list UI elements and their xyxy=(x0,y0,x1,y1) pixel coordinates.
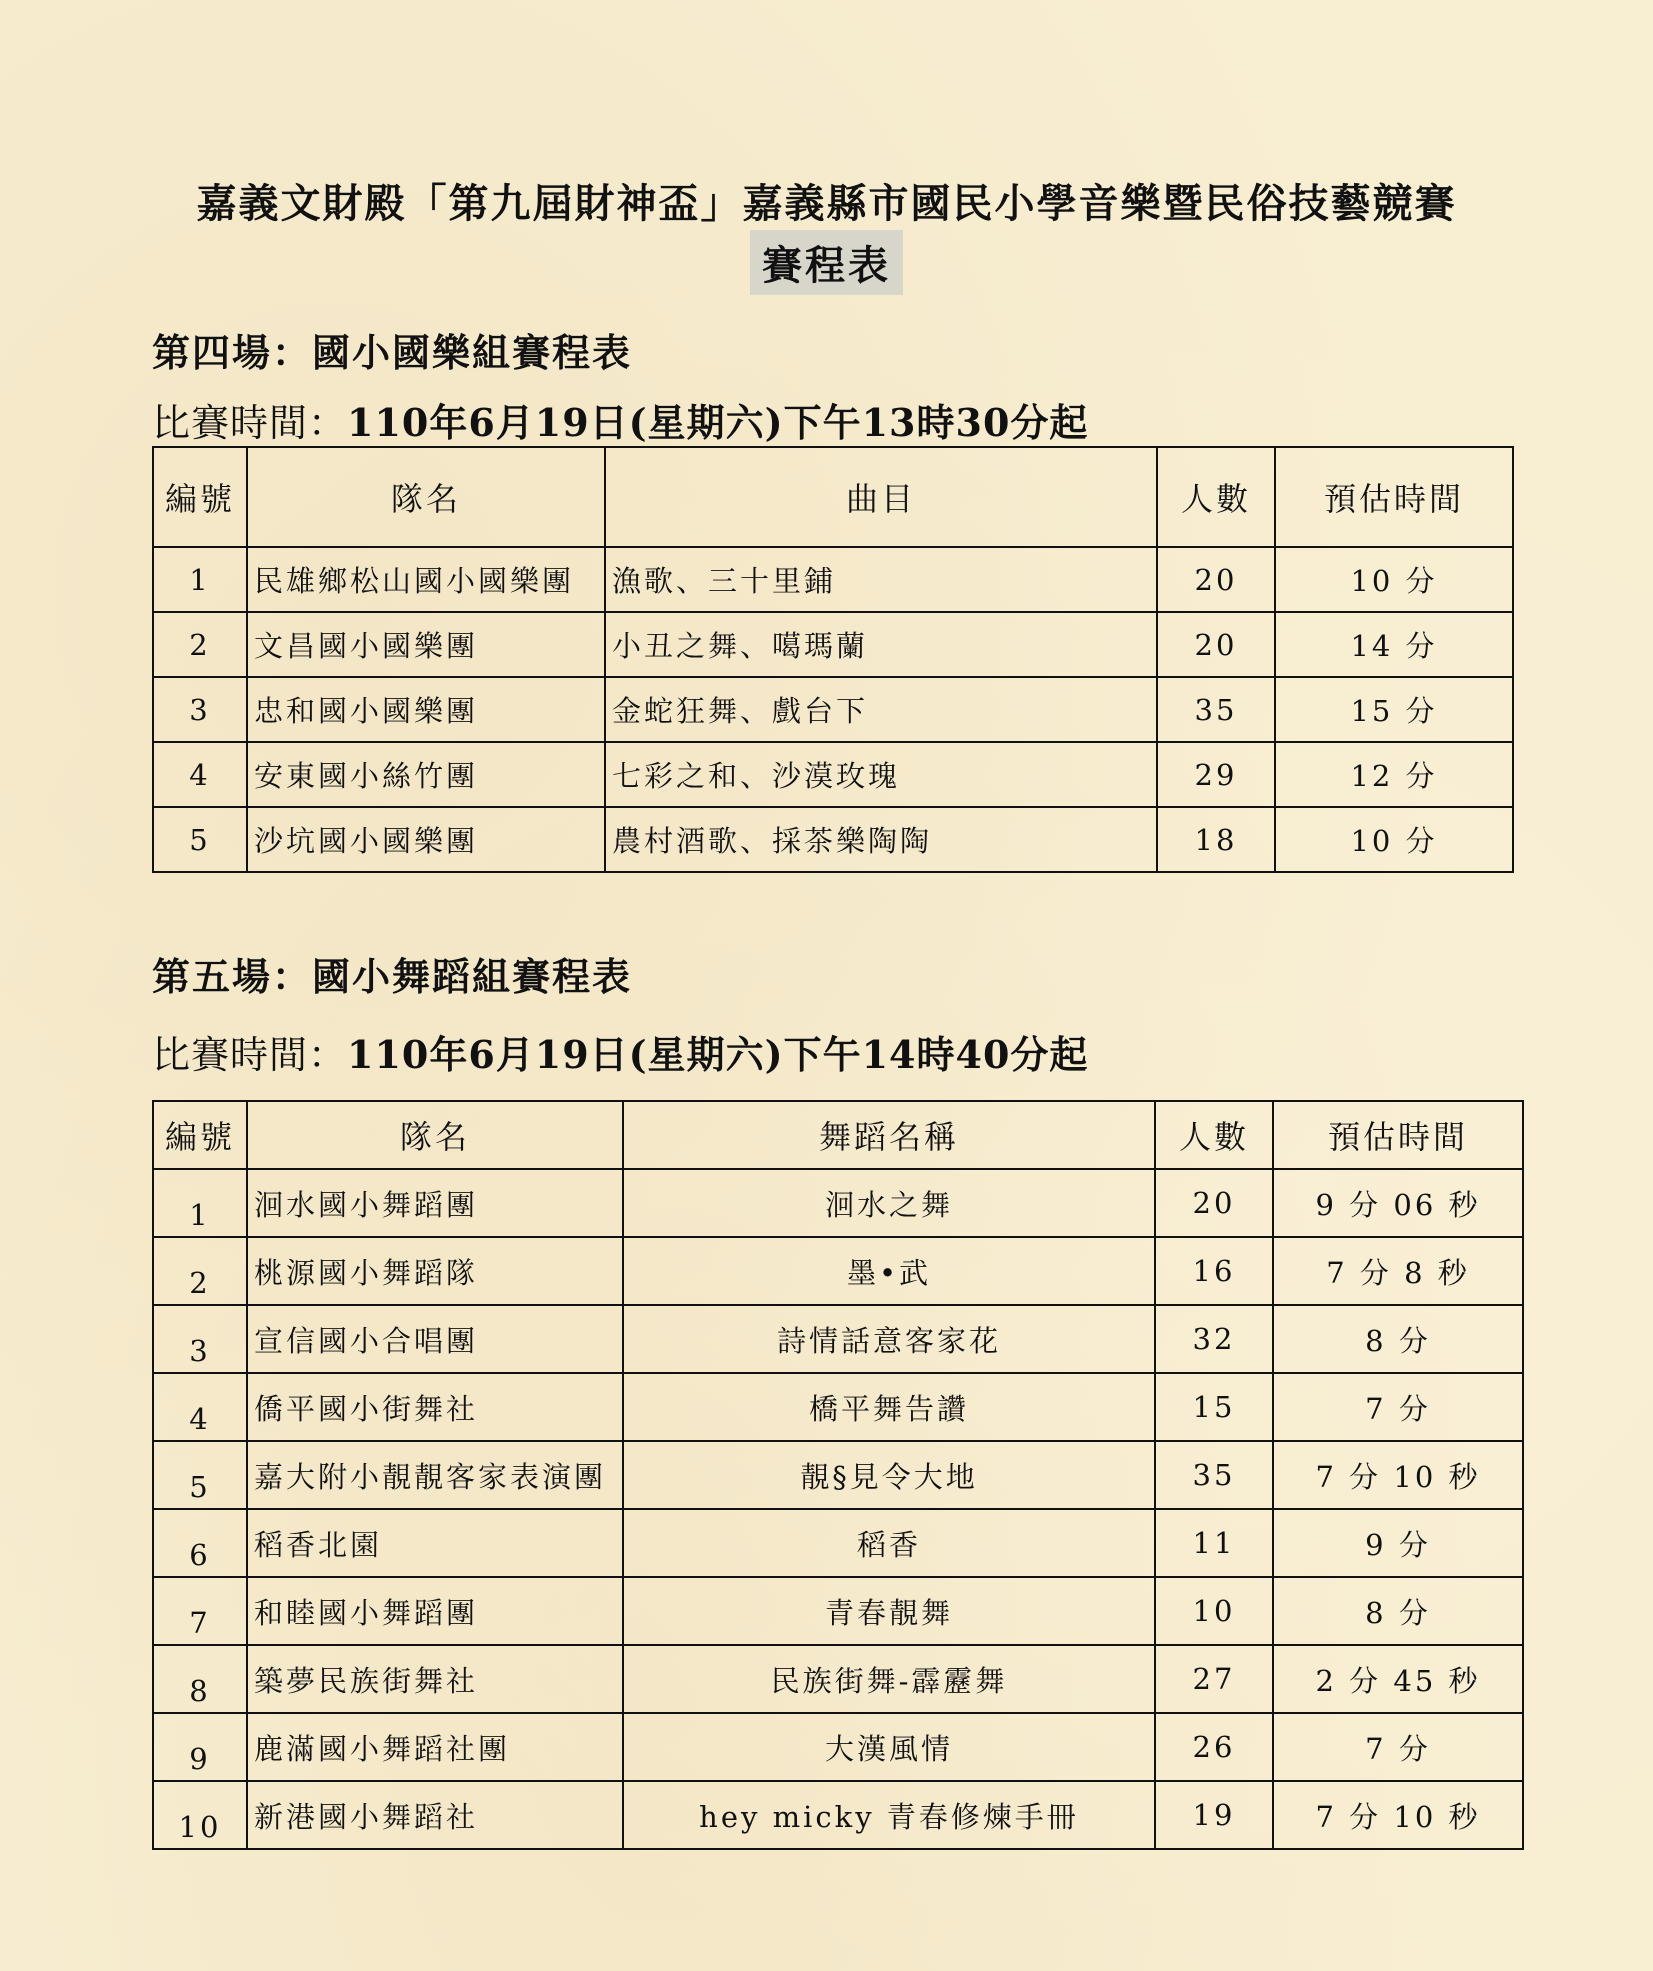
table-row xyxy=(153,742,1513,807)
header-cell: 編號 xyxy=(153,447,247,547)
table-row xyxy=(153,547,1513,612)
team-name-cell: 宣信國小合唱團 xyxy=(247,1305,623,1373)
team-name-cell: 沙坑國小國樂團 xyxy=(247,807,605,872)
member-count-cell: 20 xyxy=(1155,1169,1273,1237)
piece-name-cell: 金蛇狂舞、戲台下 xyxy=(605,677,1157,742)
row-number: 1 xyxy=(153,1169,247,1237)
estimated-time-cell: 8 分 xyxy=(1273,1577,1523,1645)
document-subtitle: 賽程表 xyxy=(750,230,903,295)
member-count-cell: 27 xyxy=(1155,1645,1273,1713)
table-row xyxy=(153,1169,1523,1237)
table-row xyxy=(153,1713,1523,1781)
team-name-cell: 鹿滿國小舞蹈社團 xyxy=(247,1713,623,1781)
member-count-cell: 15 xyxy=(1155,1373,1273,1441)
team-name-cell: 民雄鄉松山國小國樂團 xyxy=(247,547,605,612)
estimated-time-cell: 9 分 xyxy=(1273,1509,1523,1577)
table-row xyxy=(153,1237,1523,1305)
team-name-cell: 新港國小舞蹈社 xyxy=(247,1781,623,1849)
estimated-time-cell: 14 分 xyxy=(1275,612,1513,677)
member-count-cell: 35 xyxy=(1155,1441,1273,1509)
header-cell: 預估時間 xyxy=(1275,447,1513,547)
piece-name-cell: 青春靚舞 xyxy=(623,1577,1155,1645)
table-header-row xyxy=(153,1101,1523,1169)
estimated-time-cell: 7 分 xyxy=(1273,1373,1523,1441)
estimated-time-cell: 10 分 xyxy=(1275,547,1513,612)
member-count-cell: 20 xyxy=(1157,612,1275,677)
session4-time-label: 比賽時間： xyxy=(152,401,348,445)
session5-time-label: 比賽時間： xyxy=(152,1033,348,1077)
member-count-cell: 20 xyxy=(1157,547,1275,612)
session5-time xyxy=(152,1024,1088,1079)
piece-name-cell: 洄水之舞 xyxy=(623,1169,1155,1237)
row-number: 8 xyxy=(153,1645,247,1713)
piece-name-cell: 橋平舞告讚 xyxy=(623,1373,1155,1441)
team-name-cell: 忠和國小國樂團 xyxy=(247,677,605,742)
session4-time xyxy=(152,392,1088,447)
piece-name-cell: 詩情話意客家花 xyxy=(623,1305,1155,1373)
row-number: 3 xyxy=(153,1305,247,1373)
document-title: 嘉義文財殿「第九屆財神盃」嘉義縣市國民小學音樂暨民俗技藝競賽 xyxy=(196,180,1457,227)
header-cell: 人數 xyxy=(1157,447,1275,547)
piece-name-cell: 靚§見令大地 xyxy=(623,1441,1155,1509)
piece-name-cell: 大漢風情 xyxy=(623,1713,1155,1781)
piece-name-cell: 小丑之舞、噶瑪蘭 xyxy=(605,612,1157,677)
session5-table xyxy=(152,1100,1524,1850)
row-number: 6 xyxy=(153,1509,247,1577)
row-number: 7 xyxy=(153,1577,247,1645)
piece-name-cell: hey micky 青春修煉手冊 xyxy=(623,1781,1155,1849)
estimated-time-cell: 7 分 8 秒 xyxy=(1273,1237,1523,1305)
piece-name-cell: 七彩之和、沙漠玫瑰 xyxy=(605,742,1157,807)
member-count-cell: 11 xyxy=(1155,1509,1273,1577)
session5-heading: 第五場：國小舞蹈組賽程表 xyxy=(152,954,633,999)
piece-name-cell: 民族街舞-霹靂舞 xyxy=(623,1645,1155,1713)
row-number: 4 xyxy=(153,1373,247,1441)
estimated-time-cell: 7 分 10 秒 xyxy=(1273,1781,1523,1849)
table-row xyxy=(153,1781,1523,1849)
member-count-cell: 29 xyxy=(1157,742,1275,807)
header-cell: 預估時間 xyxy=(1273,1101,1523,1169)
session5-time-value: 110年6月19日(星期六)下午14時40分起 xyxy=(347,1032,1089,1077)
table-row xyxy=(153,1441,1523,1509)
header-cell: 隊名 xyxy=(247,447,605,547)
row-number: 4 xyxy=(153,742,247,807)
team-name-cell: 安東國小絲竹團 xyxy=(247,742,605,807)
member-count-cell: 35 xyxy=(1157,677,1275,742)
session4-table xyxy=(152,446,1514,873)
piece-name-cell: 墨•武 xyxy=(623,1237,1155,1305)
member-count-cell: 19 xyxy=(1155,1781,1273,1849)
header-cell: 隊名 xyxy=(247,1101,623,1169)
row-number: 1 xyxy=(153,547,247,612)
header-cell: 曲目 xyxy=(605,447,1157,547)
row-number: 5 xyxy=(153,1441,247,1509)
piece-name-cell: 農村酒歌、採茶樂陶陶 xyxy=(605,807,1157,872)
table-row xyxy=(153,1305,1523,1373)
estimated-time-cell: 7 分 xyxy=(1273,1713,1523,1781)
session4-time-value: 110年6月19日(星期六)下午13時30分起 xyxy=(347,400,1089,445)
estimated-time-cell: 10 分 xyxy=(1275,807,1513,872)
row-number: 10 xyxy=(153,1781,247,1849)
row-number: 2 xyxy=(153,612,247,677)
header-cell: 人數 xyxy=(1155,1101,1273,1169)
table-row xyxy=(153,1373,1523,1441)
team-name-cell: 稻香北園 xyxy=(247,1509,623,1577)
piece-name-cell: 漁歌、三十里鋪 xyxy=(605,547,1157,612)
team-name-cell: 洄水國小舞蹈團 xyxy=(247,1169,623,1237)
member-count-cell: 26 xyxy=(1155,1713,1273,1781)
team-name-cell: 嘉大附小靚靚客家表演團 xyxy=(247,1441,623,1509)
table-row xyxy=(153,1577,1523,1645)
row-number: 5 xyxy=(153,807,247,872)
row-number: 3 xyxy=(153,677,247,742)
member-count-cell: 18 xyxy=(1157,807,1275,872)
table-row xyxy=(153,677,1513,742)
session4-heading: 第四場：國小國樂組賽程表 xyxy=(152,330,633,375)
piece-name-cell: 稻香 xyxy=(623,1509,1155,1577)
team-name-cell: 築夢民族街舞社 xyxy=(247,1645,623,1713)
team-name-cell: 和睦國小舞蹈團 xyxy=(247,1577,623,1645)
estimated-time-cell: 7 分 10 秒 xyxy=(1273,1441,1523,1509)
header-cell: 編號 xyxy=(153,1101,247,1169)
table-row xyxy=(153,807,1513,872)
estimated-time-cell: 9 分 06 秒 xyxy=(1273,1169,1523,1237)
row-number: 9 xyxy=(153,1713,247,1781)
estimated-time-cell: 2 分 45 秒 xyxy=(1273,1645,1523,1713)
row-number: 2 xyxy=(153,1237,247,1305)
team-name-cell: 桃源國小舞蹈隊 xyxy=(247,1237,623,1305)
member-count-cell: 32 xyxy=(1155,1305,1273,1373)
table-row xyxy=(153,1645,1523,1713)
table-header-row xyxy=(153,447,1513,547)
table-row xyxy=(153,1509,1523,1577)
estimated-time-cell: 8 分 xyxy=(1273,1305,1523,1373)
subtitle-container xyxy=(0,230,1653,295)
team-name-cell: 文昌國小國樂團 xyxy=(247,612,605,677)
estimated-time-cell: 12 分 xyxy=(1275,742,1513,807)
team-name-cell: 僑平國小街舞社 xyxy=(247,1373,623,1441)
member-count-cell: 16 xyxy=(1155,1237,1273,1305)
member-count-cell: 10 xyxy=(1155,1577,1273,1645)
estimated-time-cell: 15 分 xyxy=(1275,677,1513,742)
table-row xyxy=(153,612,1513,677)
header-cell: 舞蹈名稱 xyxy=(623,1101,1155,1169)
